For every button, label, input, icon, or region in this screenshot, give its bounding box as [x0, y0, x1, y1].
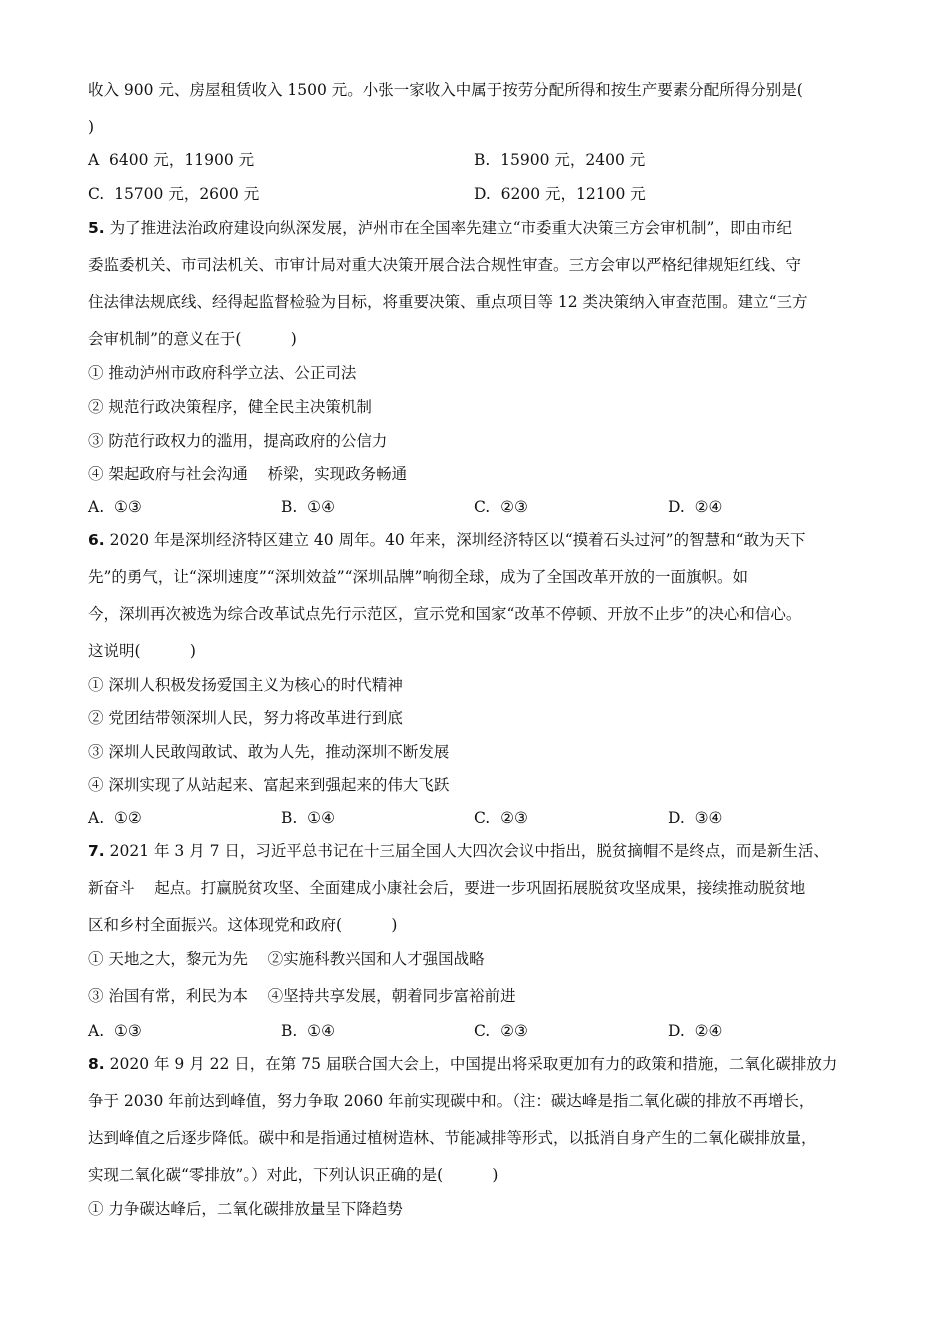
q7-option-a: A. ①③: [88, 1022, 142, 1040]
q5-item-1: ① 推动泸州市政府科学立法、公正司法: [88, 364, 357, 382]
q6-item-3: ③ 深圳人民敢闯敢试、敢为人先，推动深圳不断发展: [88, 743, 450, 761]
q6-item-4: ④ 深圳实现了从站起来、富起来到强起来的伟大飞跃: [88, 776, 450, 794]
q6-stem-line-2: 先”的勇气，让“深圳速度”“深圳效益”“深圳品牌”响彻全球，成为了全国改革开放的一面旗帜。如: [88, 568, 748, 586]
q7-item-1: ① 天地之大，黎元为先 ②实施科教兴国和人才强国战略: [88, 950, 485, 968]
q7-option-b: B. ①④: [281, 1022, 335, 1040]
q8-stem-line-2: 争于 2030 年前达到峰值，努力争取 2060 年前实现碳中和。（注：碳达峰是指二氧化碳的排放不再增长，: [88, 1092, 815, 1110]
q5-stem-line-4: 会审机制”的意义在于( ): [88, 330, 297, 348]
q5-stem-text-1: 为了推进法治政府建设向纵深发展，泸州市在全国率先建立“市委重大决策三方会审机制”，即由市纪: [104, 219, 792, 237]
q6-number: 6.: [88, 531, 105, 549]
q8-item-1: ① 力争碳达峰后，二氧化碳排放量呈下降趋势: [88, 1200, 403, 1218]
q6-stem-text-1: 2020 年是深圳经济特区建立 40 周年。40 年来，深圳经济特区以“摸着石头过河”的智慧和“敢为天下: [104, 531, 806, 549]
q5-item-3: ③ 防范行政权力的滥用，提高政府的公信力: [88, 432, 388, 450]
q4-option-a: A 6400 元，11900 元: [88, 151, 255, 169]
q4-option-c: C. 15700 元，2600 元: [88, 185, 260, 203]
q7-option-c: C. ②③: [474, 1022, 528, 1040]
q5-stem-line-1: [88, 218, 792, 238]
q5-option-c: C. ②③: [474, 498, 528, 516]
q7-item-2: ③ 治国有常，利民为本 ④坚持共享发展，朝着同步富裕前进: [88, 987, 516, 1005]
q7-stem-text-1: 2021 年 3 月 7 日，习近平总书记在十三届全国人大四次会议中指出，脱贫摘帽不是终点，而是新生活、: [104, 842, 829, 860]
q5-option-a: A. ①③: [88, 498, 142, 516]
q5-stem-line-3: 住法律法规底线、经得起监督检验为目标，将重要决策、重点项目等 12 类决策纳入审查范围。建立“三方: [88, 293, 808, 311]
q6-option-a: A. ①②: [88, 809, 142, 827]
q8-stem-line-1: [88, 1054, 837, 1074]
q6-option-c: C. ②③: [474, 809, 528, 827]
q6-stem-line-4: 这说明( ): [88, 642, 196, 660]
q4-stem-line-1: 收入 900 元、房屋租赁收入 1500 元。小张一家收入中属于按劳分配所得和按生产要素分配所得分别是(: [88, 81, 803, 99]
q6-stem-line-1: [88, 530, 806, 550]
q5-number: 5.: [88, 219, 105, 237]
q5-option-b: B. ①④: [281, 498, 335, 516]
q6-item-1: ① 深圳人积极发扬爱国主义为核心的时代精神: [88, 676, 403, 694]
q5-stem-line-2: 委监委机关、市司法机关、市审计局对重大决策开展合法合规性审查。三方会审以严格纪律规矩红线、守: [88, 256, 802, 274]
q4-option-d: D. 6200 元，12100 元: [474, 185, 646, 203]
q8-stem-line-4: 实现二氧化碳“零排放”。）对此，下列认识正确的是( ): [88, 1166, 499, 1184]
q4-option-b: B. 15900 元，2400 元: [474, 151, 646, 169]
q7-stem-line-2: 新奋斗 起点。打赢脱贫攻坚、全面建成小康社会后，要进一步巩固拓展脱贫攻坚成果，接续推动脱贫地: [88, 879, 806, 897]
q6-stem-line-3: 今，深圳再次被选为综合改革试点先行示范区，宣示党和国家“改革不停顿、开放不止步”的决心和信心。: [88, 605, 802, 623]
q7-option-d: D. ②④: [668, 1022, 723, 1040]
q8-number: 8.: [88, 1055, 105, 1073]
q5-item-2: ② 规范行政决策程序，健全民主决策机制: [88, 398, 372, 416]
q7-stem-line-3: 区和乡村全面振兴。这体现党和政府( ): [88, 916, 398, 934]
q5-item-4: ④ 架起政府与社会沟通 桥梁，实现政务畅通: [88, 465, 408, 483]
q8-stem-line-3: 达到峰值之后逐步降低。碳中和是指通过植树造林、节能减排等形式，以抵消自身产生的二氧化碳排放量，: [88, 1129, 817, 1147]
q6-item-2: ② 党团结带领深圳人民，努力将改革进行到底: [88, 709, 403, 727]
q8-stem-text-1: 2020 年 9 月 22 日，在第 75 届联合国大会上，中国提出将采取更加有力的政策和措施，二氧化碳排放力: [104, 1055, 838, 1073]
q7-number: 7.: [88, 842, 105, 860]
q6-option-b: B. ①④: [281, 809, 335, 827]
q5-option-d: D. ②④: [668, 498, 723, 516]
q7-stem-line-1: [88, 841, 829, 861]
q4-stem-line-2: ): [88, 118, 95, 136]
q6-option-d: D. ③④: [668, 809, 723, 827]
